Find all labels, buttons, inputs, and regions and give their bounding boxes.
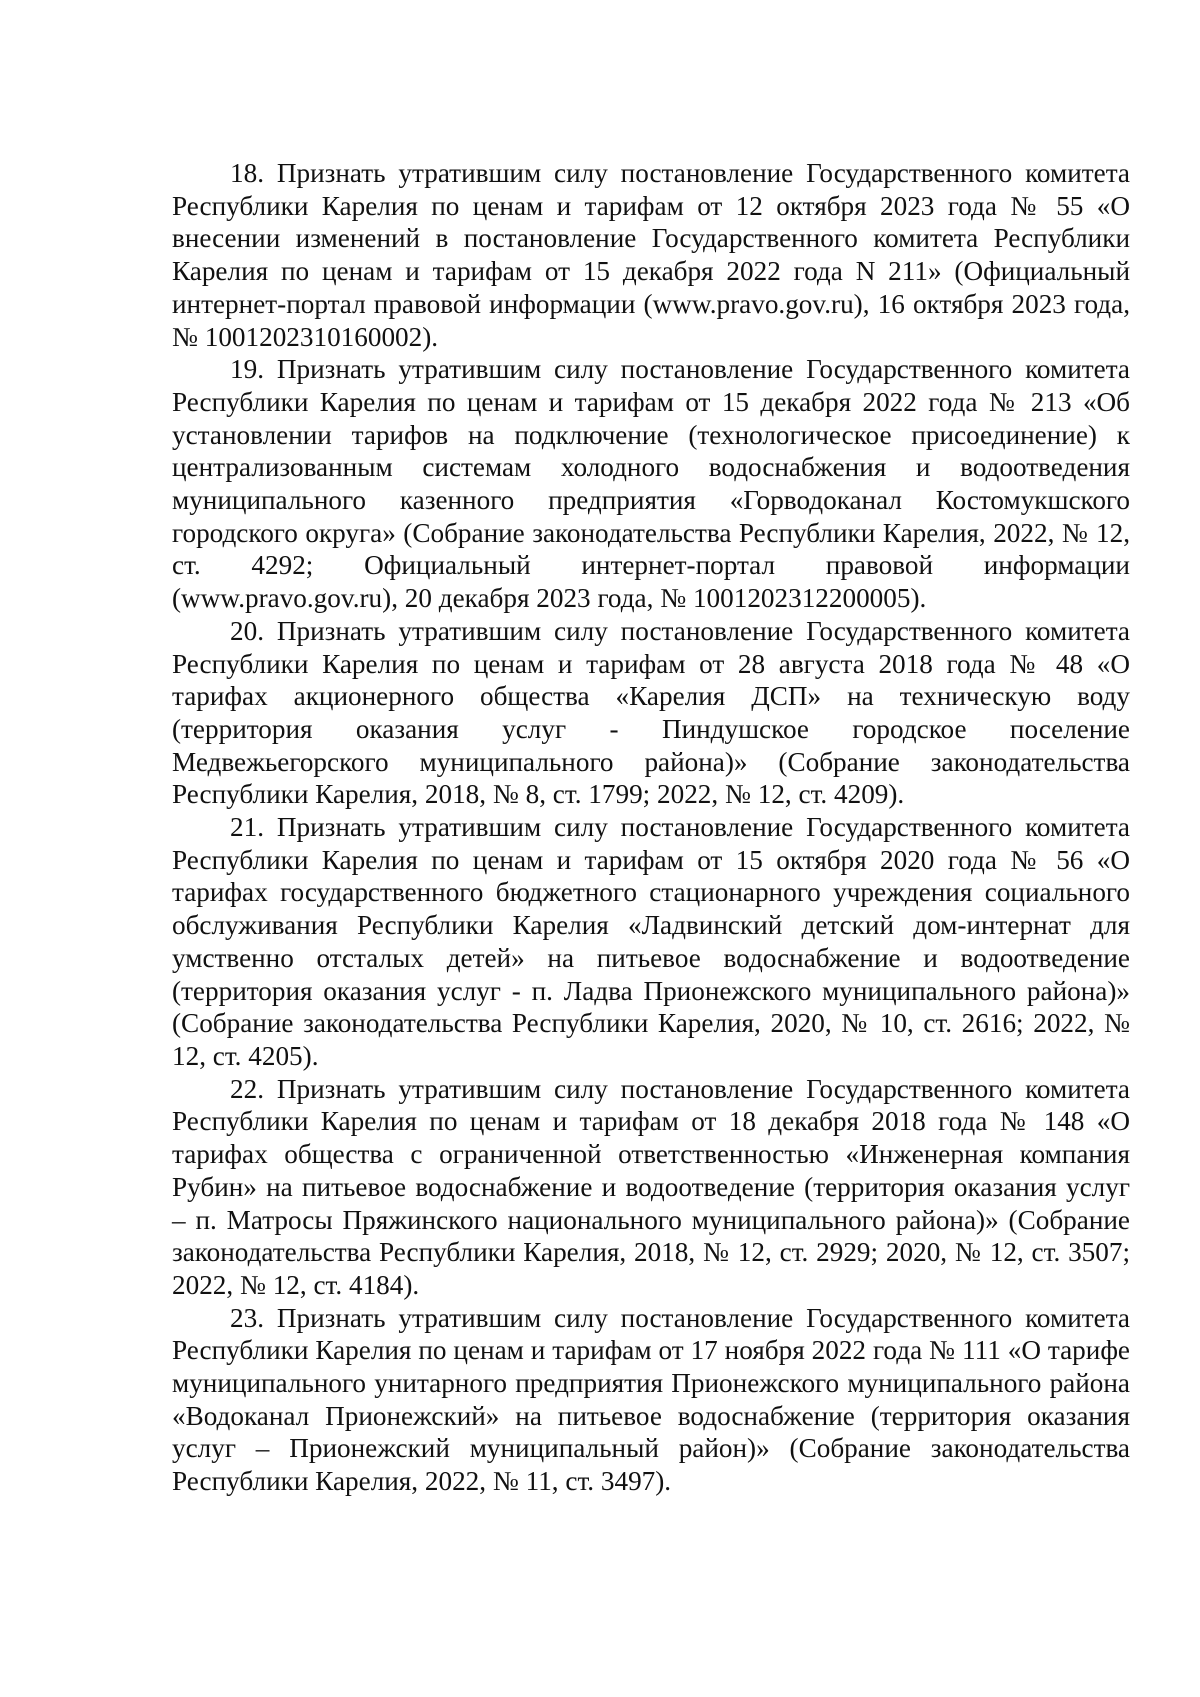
paragraph-18: 18. Признать утратившим силу постановление Государственного комитета Республики Карелия по ценам и тарифам от 12 октября 2023 года № 55 «О внесении изменений в постановление Государственного комитета Республики Карелия по ценам и тарифам от 15 декабря 2022 года N 211» (Официальный интернет-портал правовой информации (www.pravo.gov.ru), 16 октября 2023 года, № 1001202310160002). xyxy=(172,158,1130,352)
document-page xyxy=(172,157,1130,1498)
paragraph-20: 20. Признать утратившим силу постановление Государственного комитета Республики Карелия по ценам и тарифам от 28 августа 2018 года № 48 «О тарифах акционерного общества «Карелия ДСП» на техническую воду (территория оказания услуг - Пиндушское городское поселение Медвежьегорского муниципального района)» (Собрание законодательства Республики Карелия, 2018, № 8, ст. 1799; 2022, № 12, ст. 4209). xyxy=(172,615,1130,810)
paragraph-22: 22. Признать утратившим силу постановление Государственного комитета Республики Карелия по ценам и тарифам от 18 декабря 2018 года № 148 «О тарифах общества с ограниченной ответственностью «Инженерная компания Рубин» на питьевое водоснабжение и водоотведение (территория оказания услуг – п. Матросы Пряжинского национального муниципального района)» (Собрание законодательства Республики Карелия, 2018, № 12, ст. 2929; 2020, № 12, ст. 3507; 2022, № 12, ст. 4184). xyxy=(172,1073,1130,1300)
paragraph-19: 19. Признать утратившим силу постановление Государственного комитета Республики Карелия по ценам и тарифам от 15 декабря 2022 года № 213 «Об установлении тарифов на подключение (технологическое присоединение) к централизованным системам холодного водоснабжения и водоотведения муниципального казенного предприятия «Горводоканал Костомукшского городского округа» (Собрание законодательства Республики Карелия, 2022, № 12, ст. 4292; Официальный интернет-портал правовой информации (www.pravo.gov.ru), 20 декабря 2023 года, № 1001202312200005). xyxy=(172,354,1130,614)
paragraph-21: 21. Признать утратившим силу постановление Государственного комитета Республики Карелия по ценам и тарифам от 15 октября 2020 года № 56 «О тарифах государственного бюджетного стационарного учреждения социального обслуживания Республики Карелия «Ладвинский детский дом-интернат для умственно отсталых детей» на питьевое водоснабжение и водоотведение (территория оказания услуг - п. Ладва Прионежского муниципального района)» (Собрание законодательства Республики Карелия, 2020, № 10, ст. 2616; 2022, № 12, ст. 4205). xyxy=(172,812,1130,1071)
paragraph-23: 23. Признать утратившим силу постановление Государственного комитета Республики Карелия по ценам и тарифам от 17 ноября 2022 года № 111 «О тарифе муниципального унитарного предприятия Прионежского муниципального района «Водоканал Прионежский» на питьевое водоснабжение (территория оказания услуг – Прионежский муниципальный район)» (Собрание законодательства Республики Карелия, 2022, № 11, ст. 3497). xyxy=(172,1302,1130,1497)
